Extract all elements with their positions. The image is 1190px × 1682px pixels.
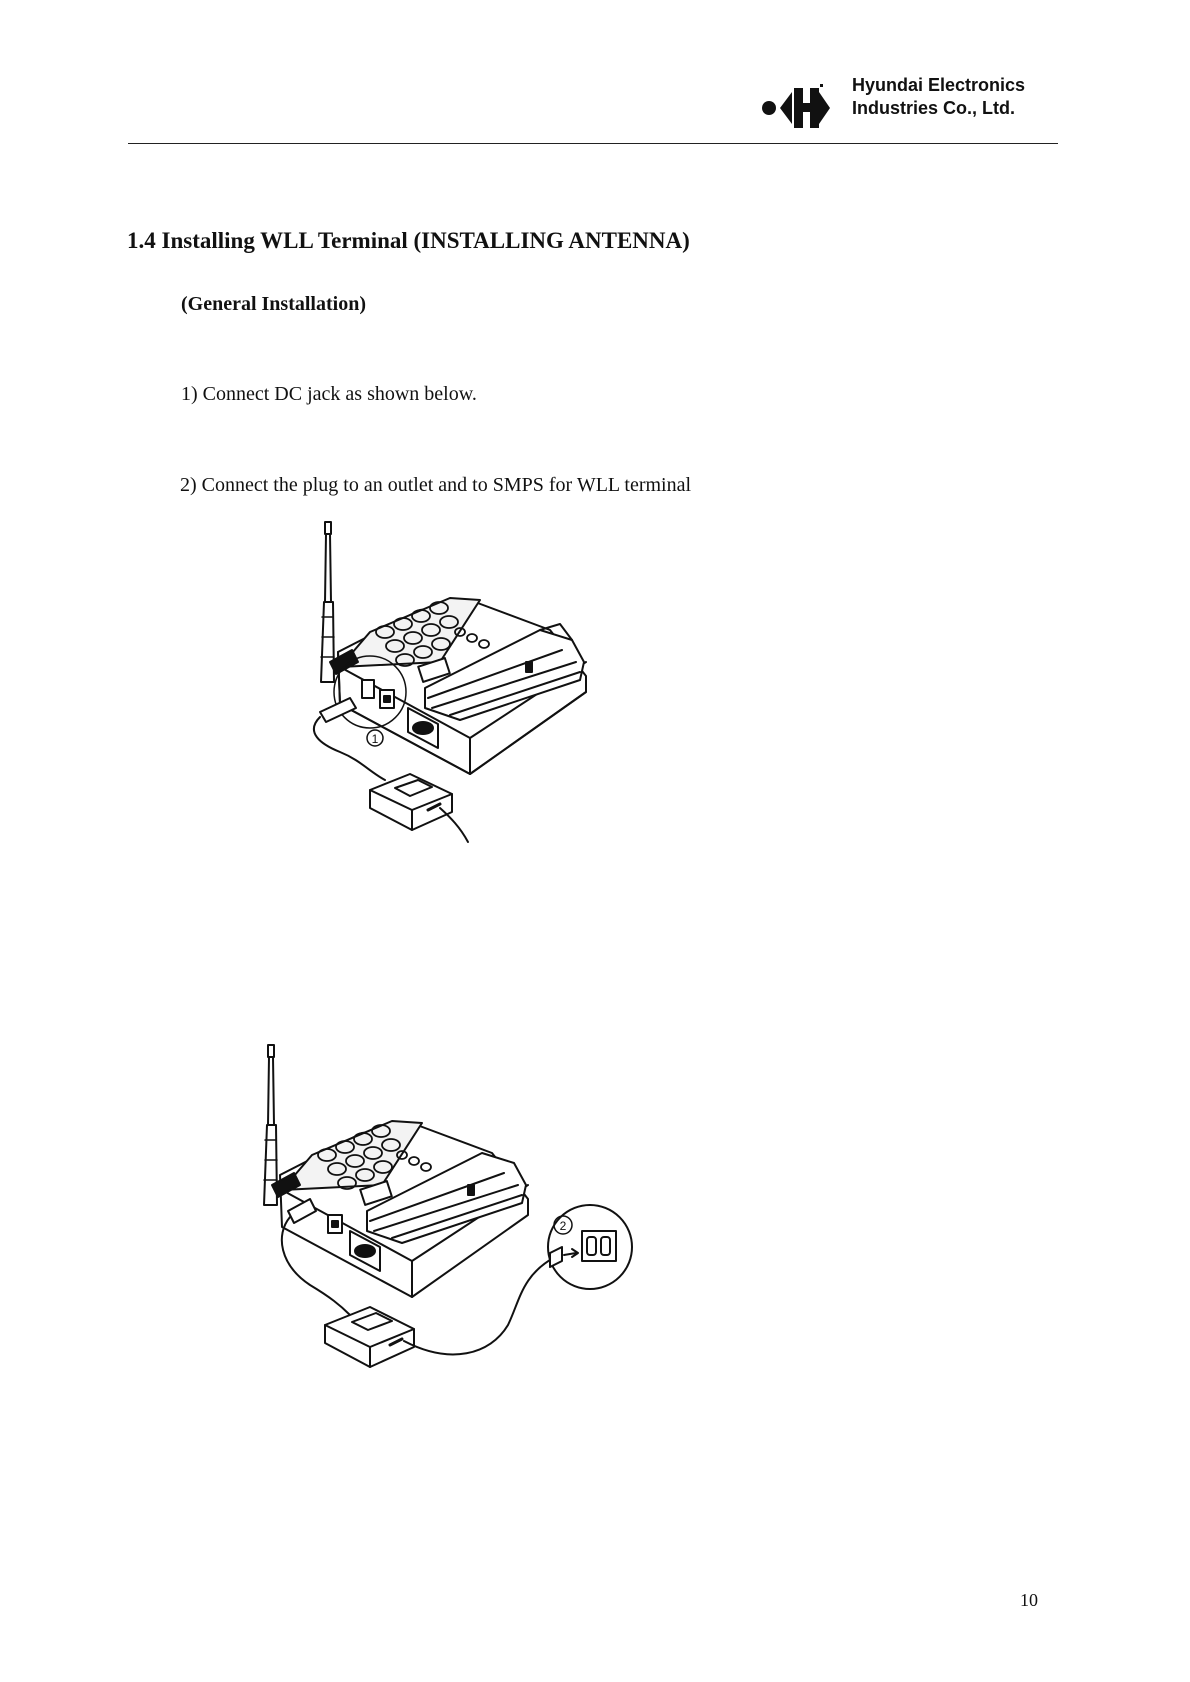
company-name-line2: Industries Co., Ltd. <box>852 98 1016 118</box>
section-title: 1.4 Installing WLL Terminal (INSTALLING ANTENNA) <box>127 228 690 253</box>
company-name <box>852 74 1025 120</box>
callout-2-label: 2 <box>559 1219 567 1233</box>
header-divider <box>128 143 1058 144</box>
wll-terminal-dc-jack-icon <box>300 512 640 902</box>
company-name-line1: Hyundai Electronics <box>852 75 1026 95</box>
callout-1-label: 1 <box>371 732 379 746</box>
wll-terminal-outlet-icon <box>250 1035 700 1435</box>
page-number: 10 <box>1020 1590 1038 1610</box>
section-subheading: (General Installation) <box>181 293 366 315</box>
hyundai-logo-icon <box>760 78 838 130</box>
step-1-text: 1) Connect DC jack as shown below. <box>181 383 477 405</box>
step-2-text: 2) Connect the plug to an outlet and to SMPS for WLL terminal <box>180 474 692 496</box>
